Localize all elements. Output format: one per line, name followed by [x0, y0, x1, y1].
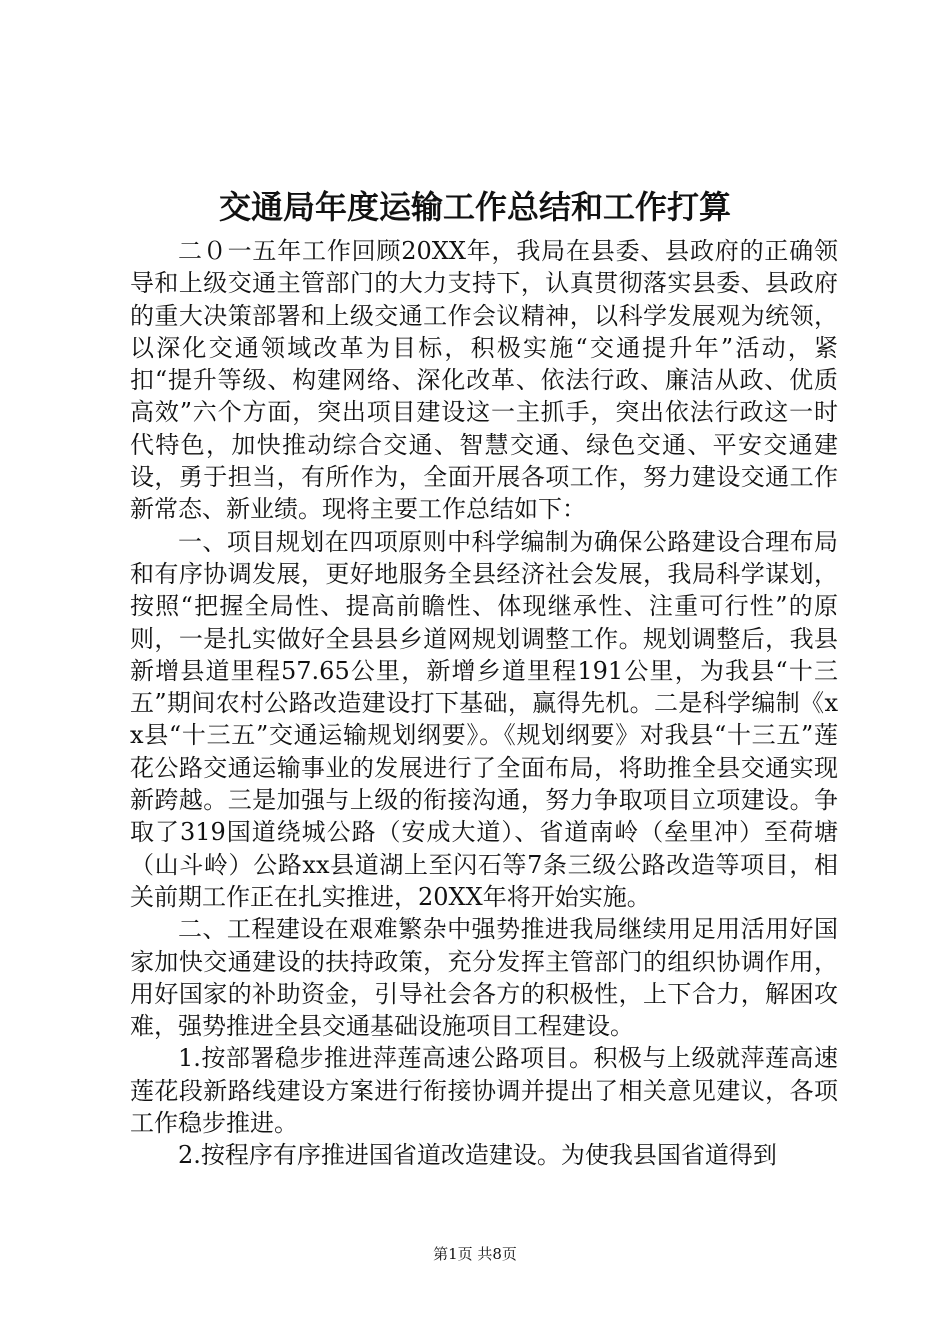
paragraph-item-2: 2.按程序有序推进国省道改造建设。为使我县国省道得到	[178, 1141, 777, 1170]
paragraph-engineering-construction: 二、工程建设在艰难繁杂中强势推进我局继续用足用活用好国家加快交通建设的扶持政策，充分发挥主管部门的组织协调作用，用好国家的补助资金，引导社会各方的积极性，上下合力，解困攻难，强势推进全县交通基础设施项目工程建设。	[130, 915, 838, 1041]
paragraph-project-planning: 一、项目规划在四项原则中科学编制为确保公路建设合理布局和有序协调发展，更好地服务全县经济社会发展，我局科学谋划，按照“把握全局性、提高前瞻性、体现继承性、注重可行性”的原则，一是扎实做好全县县乡道网规划调整工作。规划调整后，我县新增县道里程57.65公里，新增乡道里程191公里，为我县“十三五”期间农村公路改造建设打下基础，赢得先机。二是科学编制《xx县“十三五”交通运输规划纲要》。《规划纲要》对我县“十三五”莲花公路交通运输事业的发展进行了全面布局，将助推全县交通实现新跨越。三是加强与上级的衔接沟通，努力争取项目立项建设。争取了319国道绕城公路（安成大道）、省道南岭（垒里冲）至荷塘（山斗岭）公路xx县道湖上至闪石等7条三级公路改造等项目，相关前期工作正在扎实推进，20XX年将开始实施。	[130, 527, 838, 911]
document-title: 交通局年度运输工作总结和工作打算	[218, 188, 731, 226]
page-number-footer: 第1页 共8页	[433, 1245, 517, 1263]
document-body	[130, 235, 838, 1172]
paragraph-overview: 二０一五年工作回顾20XX年，我局在县委、县政府的正确领导和上级交通主管部门的大力支持下，认真贯彻落实县委、县政府的重大决策部署和上级交通工作会议精神，以科学发展观为统领，以深化交通领域改革为目标，积极实施“交通提升年”活动，紧扣“提升等级、构建网络、深化改革、依法行政、廉洁从政、优质高效”六个方面，突出项目建设这一主抓手，突出依法行政这一时代特色，加快推动综合交通、智慧交通、绿色交通、平安交通建设，勇于担当，有所作为，全面开展各项工作，努力建设交通工作新常态、新业绩。现将主要工作总结如下：	[130, 237, 838, 524]
paragraph-item-1: 1.按部署稳步推进萍莲高速公路项目。积极与上级就萍莲高速莲花段新路线建设方案进行衔接协调并提出了相关意见建议，各项工作稳步推进。	[130, 1044, 838, 1138]
